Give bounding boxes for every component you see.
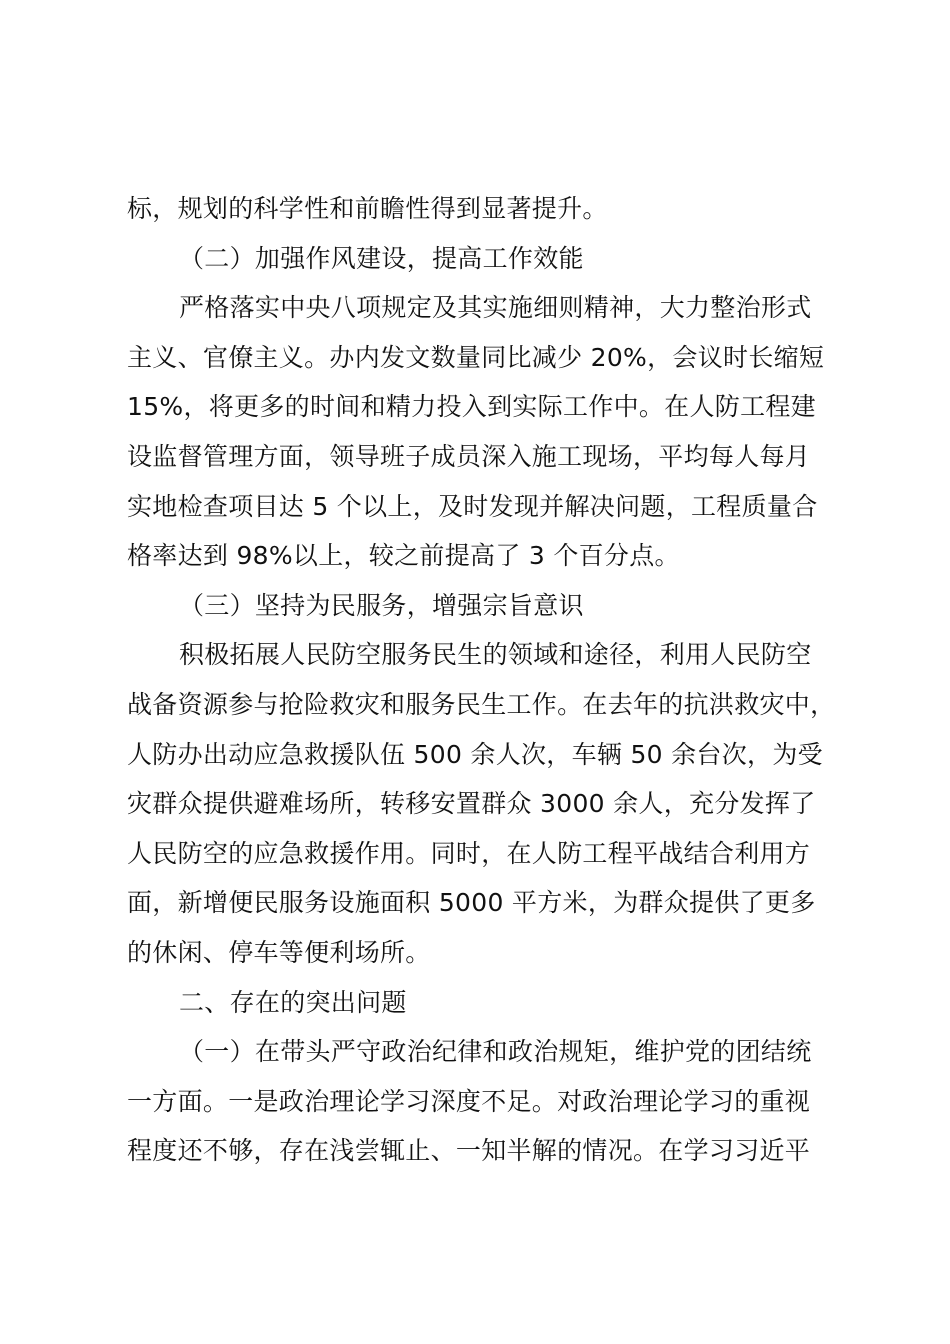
paragraph-line: 程度还不够，存在浅尝辄止、一知半解的情况。在学习习近平 bbox=[127, 1136, 811, 1166]
paragraph-line: 标，规划的科学性和前瞻性得到显著提升。 bbox=[127, 194, 608, 223]
section-heading: 二、存在的突出问题 bbox=[179, 987, 407, 1017]
paragraph-line: （一）在带头严守政治纪律和政治规矩，维护党的团结统 bbox=[179, 1037, 812, 1067]
paragraph-line: 人民防空的应急救援作用。同时，在人防工程平战结合利用方 bbox=[127, 838, 811, 868]
paragraph-line: 15%，将更多的时间和精力投入到实际工作中。在人防工程建 bbox=[127, 392, 816, 422]
paragraph-line: 战备资源参与抢险救灾和服务民生工作。在去年的抗洪救灾中， bbox=[127, 689, 836, 719]
paragraph-line: 灾群众提供避难场所，转移安置群众 3000 余人，充分发挥了 bbox=[127, 789, 816, 819]
section-heading: （三）坚持为民服务，增强宗旨意识 bbox=[179, 590, 584, 620]
paragraph-line: 设监督管理方面，领导班子成员深入施工现场，平均每人每月 bbox=[127, 441, 811, 471]
paragraph-line: 格率达到 98%以上，较之前提高了 3 个百分点。 bbox=[127, 541, 680, 571]
paragraph-line: 严格落实中央八项规定及其实施细则精神，大力整治形式 bbox=[179, 293, 812, 323]
section-heading: （二）加强作风建设，提高工作效能 bbox=[179, 243, 584, 273]
paragraph-line: 积极拓展人民防空服务民生的领域和途径，利用人民防空 bbox=[179, 640, 812, 670]
paragraph-line: 人防办出动应急救援队伍 500 余人次，车辆 50 余台次，为受 bbox=[127, 739, 823, 769]
paragraph-line: 实地检查项目达 5 个以上，及时发现并解决问题，工程质量合 bbox=[127, 491, 818, 521]
paragraph-line: 一方面。一是政治理论学习深度不足。对政治理论学习的重视 bbox=[127, 1086, 811, 1116]
document-body bbox=[127, 184, 837, 1176]
paragraph-line: 主义、官僚主义。办内发文数量同比减少 20%，会议时长缩短 bbox=[127, 342, 825, 372]
paragraph-line: 面，新增便民服务设施面积 5000 平方米，为群众提供了更多 bbox=[127, 888, 816, 918]
paragraph-line: 的休闲、停车等便利场所。 bbox=[127, 937, 431, 967]
